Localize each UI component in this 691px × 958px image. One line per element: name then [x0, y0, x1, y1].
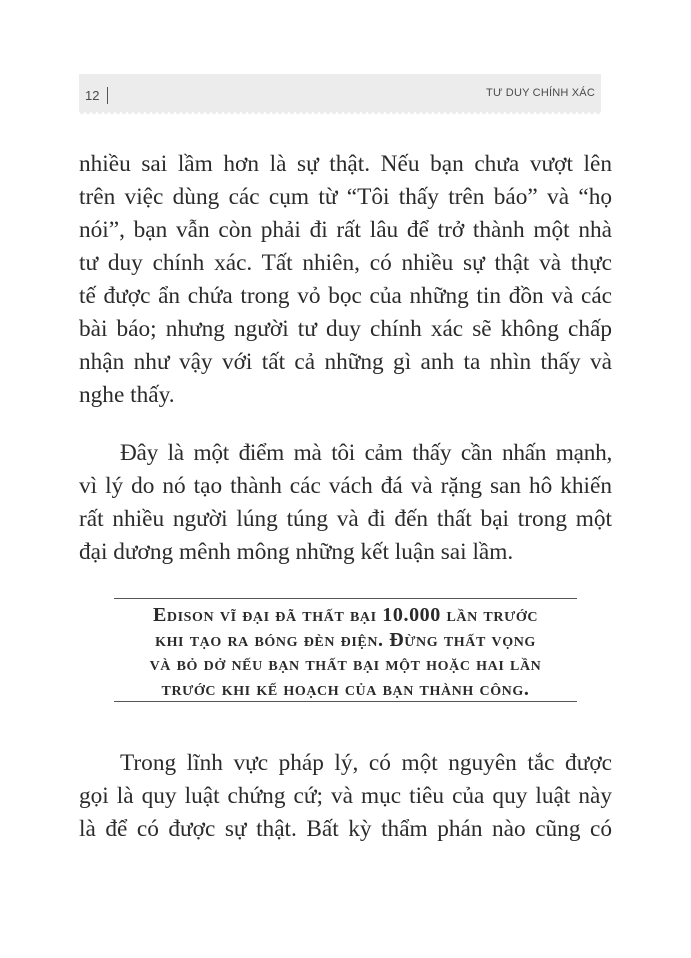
text-line: nói”, bạn vẫn còn phải đi rất lâu để trở thành một nhà — [79, 217, 612, 243]
text-line: Trong lĩnh vực pháp lý, có một nguyên tắc được — [120, 750, 612, 776]
running-title: TƯ DUY CHÍNH XÁC — [486, 87, 595, 99]
text-line: là để có được sự thật. Bất kỳ thẩm phán nào cũng có — [79, 816, 612, 842]
paragraph-3 — [79, 747, 612, 846]
pull-quote — [114, 598, 577, 702]
text-line: đại dương mênh mông những kết luận sai lầm. — [79, 539, 514, 565]
pull-quote-line: Edison vĩ đại đã thất bại 10.000 lần trước — [152, 604, 539, 626]
text-line: vì lý do nó tạo thành các vách đá và rặng san hô khiến — [79, 473, 612, 499]
page-number: 12 — [85, 88, 100, 103]
page-number-divider — [107, 87, 108, 104]
pull-quote-text — [114, 599, 577, 701]
pull-quote-line: khi tạo ra bóng đèn điện. Đừng thất vọng — [155, 628, 536, 651]
paragraph-2 — [79, 437, 612, 569]
text-line: tư duy chính xác. Tất nhiên, có nhiều sự thật và thực — [79, 250, 612, 276]
text-line: bài báo; nhưng người tư duy chính xác sẽ không chấp — [79, 316, 612, 342]
text-line: rất nhiều người lúng túng và đi đến thất bại trong một — [79, 506, 612, 532]
text-line: trên việc dùng các cụm từ “Tôi thấy trên báo” và “họ — [79, 184, 612, 210]
text-line: nhiều sai lầm hơn là sự thật. Nếu bạn chưa vượt lên — [79, 151, 612, 177]
pull-quote-line: trước khi kế hoạch của bạn thành công. — [161, 677, 530, 700]
text-line: gọi là quy luật chứng cứ; và mục tiêu của quy luật này — [79, 783, 612, 809]
paragraph-1 — [79, 148, 612, 412]
running-header — [79, 74, 601, 112]
text-line: nghe thấy. — [79, 382, 175, 408]
text-line: nhận như vậy với tất cả những gì anh ta nhìn thấy và — [79, 349, 612, 375]
text-line: tế được ẩn chứa trong vỏ bọc của những tin đồn và các — [79, 283, 612, 309]
text-line: Đây là một điểm mà tôi cảm thấy cần nhấn mạnh, — [120, 440, 612, 466]
pull-quote-line: và bỏ dở nếu bạn thất bại một hoặc hai lần — [149, 653, 542, 675]
